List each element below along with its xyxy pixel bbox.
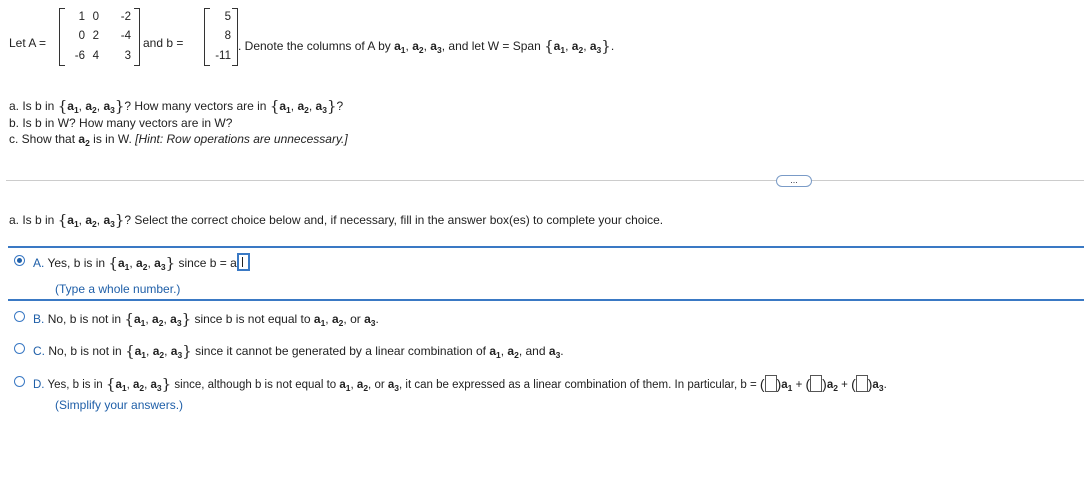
matrix-a <box>59 8 140 66</box>
denote-text: . Denote the columns of A by <box>238 39 391 53</box>
part-c-mid: is in W. <box>93 132 132 146</box>
matrix-a-row-2 <box>60 30 139 42</box>
matrix-cell: -2 <box>120 11 131 23</box>
part-a-prefix: a. Is b in <box>9 99 55 113</box>
vector-cell: 5 <box>224 11 231 23</box>
choice-d-text1: Yes, b is in <box>47 379 103 391</box>
matrix-cell: 0 <box>78 30 85 42</box>
part-c-text: c. Show that $a_2$ is in W. [Hint: Row operations are unnecessary.] <box>9 132 348 148</box>
part-b-text: b. Is b in W? How many vectors are in W? <box>9 116 233 130</box>
matrix-a-row-1 <box>60 11 139 23</box>
more-options-button[interactable]: ... <box>776 175 812 187</box>
and-b-label: and b = <box>143 36 184 50</box>
matrix-cell: -6 <box>74 50 85 62</box>
choice-d-radio[interactable] <box>14 376 25 387</box>
question-prefix: a. Is b in <box>9 213 55 227</box>
question-suffix: ? Select the correct choice below and, if necessary, fill in the answer box(es) to complete your choice. <box>124 213 664 227</box>
a1-symbol: $a_1$ <box>394 39 406 55</box>
choice-d-coef-3-input[interactable] <box>856 375 868 392</box>
vector-b <box>204 8 238 66</box>
choice-a-hint: (Type a whole number.) <box>55 282 181 296</box>
matrix-cell: 2 <box>92 30 99 42</box>
choice-b-text2: since b is not equal to <box>194 312 311 326</box>
vector-cell: -11 <box>215 50 231 62</box>
choice-d[interactable]: D. Yes, b is in {$a_1$, $a_2$, $a_3$} since, although b is not equal to $a_1$, $a_2$, or $a_3$, it can be expressed as a linear combination of them. In particular, b = ( )$a_1$ + ( )$a_2$ + ( )$a_3$. <box>33 375 887 393</box>
matrix-cell: -4 <box>120 30 131 42</box>
choice-d-hint: (Simplify your answers.) <box>55 398 184 412</box>
choice-d-coef-2-input[interactable] <box>810 375 822 392</box>
choice-d-coef-1-input[interactable] <box>765 375 777 392</box>
choice-b-radio[interactable] <box>14 311 25 322</box>
section-divider <box>6 180 1084 181</box>
part-c-prefix: c. Show that <box>9 132 76 146</box>
part-a-mid: ? How many vectors are in <box>124 99 267 113</box>
part-a-text: a. Is b in {$a_1$, $a_2$, $a_3$}? How many vectors are in {$a_1$, $a_2$, $a_3$}? <box>9 97 344 115</box>
choice-c[interactable]: C. No, b is not in {$a_1$, $a_2$, $a_3$} since it cannot be generated by a linear combination of $a_1$, $a_2$, and $a_3$. <box>33 342 564 360</box>
choice-c-radio[interactable] <box>14 343 25 354</box>
a3-symbol: $a_3$ <box>430 39 442 55</box>
choice-b-letter: B. <box>33 312 45 326</box>
matrix-cell: 3 <box>124 50 131 62</box>
question-text: a. Is b in {$a_1$, $a_2$, $a_3$}? Select the correct choice below and, if necessary, fill in the answer box(es) to complete your choice. <box>9 211 664 229</box>
choice-d-text4: , it can be expressed as a linear combination of them. In particular, b = <box>399 379 757 391</box>
vector-cell: 8 <box>224 30 231 42</box>
matrix-cell: 0 <box>92 11 99 23</box>
choice-c-text1: No, b is not in <box>48 344 122 358</box>
matrix-cell: 4 <box>92 50 99 62</box>
choice-a-text2: since b = a <box>178 256 237 270</box>
choice-a[interactable]: A. Yes, b is in {$a_1$, $a_2$, $a_3$} since b = a <box>33 253 250 271</box>
matrix-cell: 1 <box>78 11 85 23</box>
choice-a-answer-input[interactable] <box>237 253 250 271</box>
choice-a-letter: A. <box>33 256 45 270</box>
choice-c-text2: since it cannot be generated by a linear combination of <box>195 344 486 358</box>
matrix-a-row-3 <box>60 50 139 62</box>
choice-d-letter: D. <box>33 379 45 391</box>
denote-columns-text: . Denote the columns of A by $a_1$, $a_2$, $a_3$, and let W = Span {$a_1$, $a_2$, $a_3$}. <box>238 37 615 55</box>
choice-a-text1: Yes, b is in <box>47 256 106 270</box>
choice-a-radio[interactable] <box>14 255 25 266</box>
part-c-hint: [Hint: Row operations are unnecessary.] <box>135 132 348 146</box>
and-let-text: and let W = Span <box>448 39 541 53</box>
a2-symbol: $a_2$ <box>412 39 424 55</box>
let-a-label: Let A = <box>9 36 47 50</box>
choice-b-text1: No, b is not in <box>47 312 122 326</box>
choice-c-letter: C. <box>33 344 45 358</box>
choice-d-text2: since, although b is not equal to <box>174 379 337 391</box>
choice-b[interactable]: B. No, b is not in {$a_1$, $a_2$, $a_3$} since b is not equal to $a_1$, $a_2$, or $a_3$. <box>33 310 379 328</box>
